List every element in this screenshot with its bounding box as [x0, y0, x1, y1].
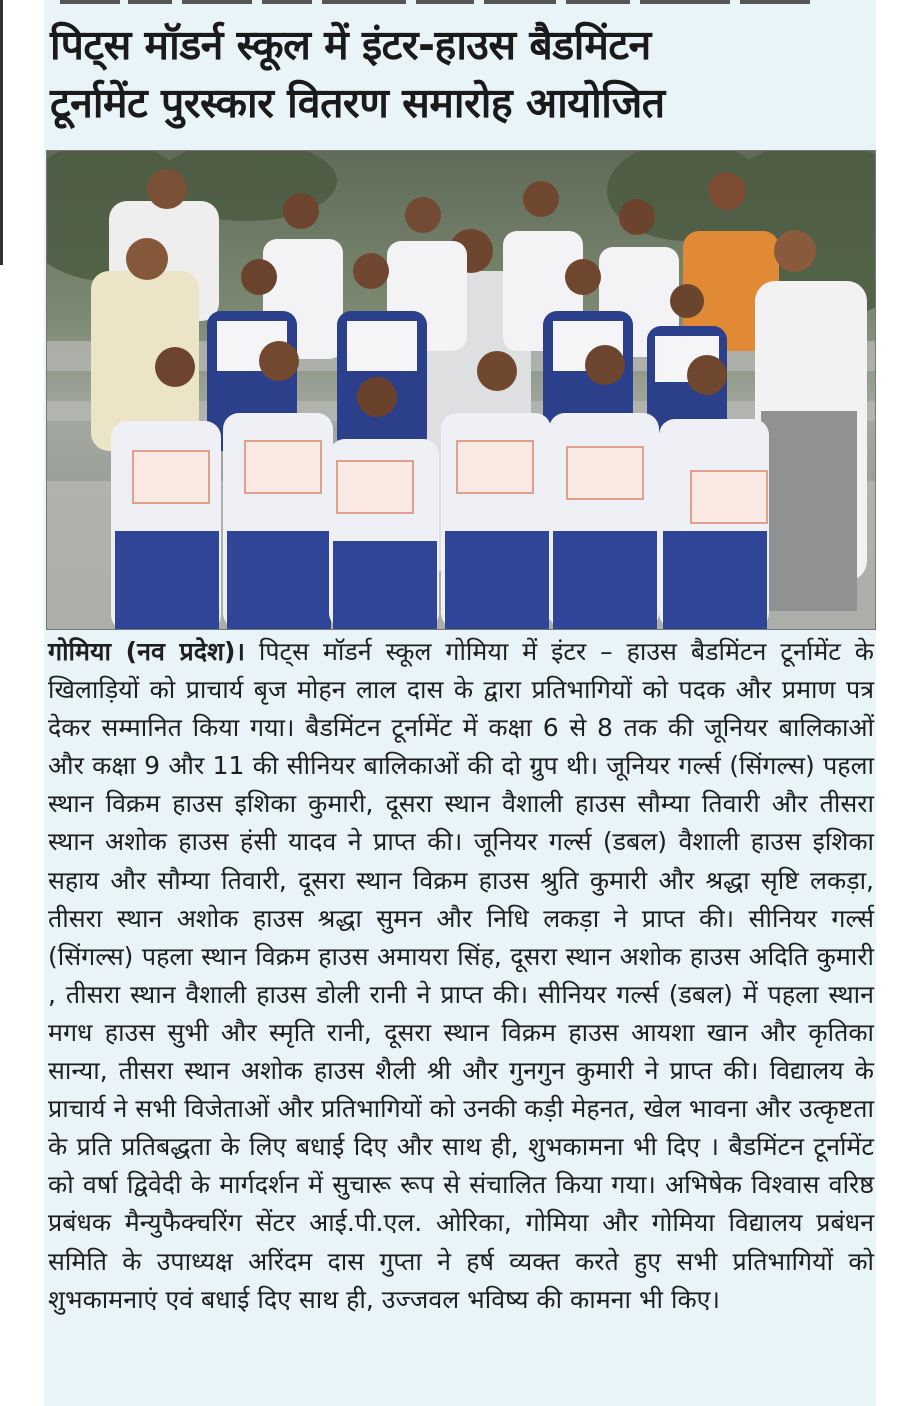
- news-article: [44, 0, 876, 1406]
- headline-line-1: पिट्स मॉडर्न स्कूल में इंटर-हाउस बैडमिंटन: [50, 21, 651, 69]
- cropped-text-fragment-icon: [54, 0, 866, 10]
- article-text: पिट्स मॉडर्न स्कूल गोमिया में इंटर – हाउस बैडमिंटन टूर्नामेंट के खिलाड़ियों को प्राचार्य बृज मोहन लाल दास के द्वारा प्रतिभागियों को पदक और प्रमाण पत्र देकर सम्मानित किया गया। बैडमिंटन टूर्नामेंट में कक्षा 6 से 8 तक की जूनियर बालिकाओं और कक्षा 9 और 11 की सीनियर बालिकाओं की दो ग्रुप थी। जूनियर गर्ल्स (सिंगल्स) पहला स्थान विक्रम हाउस इशिका कुमारी, दूसरा स्थान वैशाली हाउस सौम्या तिवारी और तीसरा स्थान अशोक हाउस हंसी यादव ने प्राप्त की। जूनियर गर्ल्स (डबल) वैशाली हाउस इशिका सहाय और सौम्या तिवारी, दूसरा स्थान विक्रम हाउस श्रुति कुमारी और श्रद्धा सृष्टि लकड़ा, तीसरा स्थान अशोक हाउस श्रद्धा सुमन और निधि लकड़ा ने प्राप्त की। सीनियर गर्ल्स (सिंगल्स) पहला स्थान विक्रम हाउस अमायरा सिंह, दूसरा स्थान अशोक हाउस अदिति कुमारी , तीसरा स्थान वैशाली हाउस डोली रानी ने प्राप्त की। सीनियर गर्ल्स (डबल) में पहला स्थान मगध हाउस सुभी और स्मृति रानी, दूसरा स्थान विक्रम हाउस आयशा खान और कृतिका सान्या, तीसरा स्थान अशोक हाउस शैली श्री और गुनगुन कुमारी ने प्राप्त की। विद्यालय के प्राचार्य ने सभी विजेताओं और प्रतिभागियों को उनकी कड़ी मेहनत, खेल भावना और उत्कृष्टता के प्रति प्रतिबद्धता के लिए बधाई दिए और साथ ही, शुभकामना भी दिए । बैडमिंटन टूर्नामेंट को वर्षा द्विवेदी के मार्गदर्शन में सुचारू रूप से संचालित किया गया। अभिषेक विश्वास वरिष्ठ प्रबंधक मैन्युफैक्चरिंग सेंटर आई.पी.एल. ओरिका, गोमिया और गोमिया विद्यालय प्रबंधन समिति के उपाध्यक्ष अरिंदम दास गुप्ता ने हर्ष व्यक्त करते हुए सभी प्रतिभागियों को शुभकामनाएं एवं बधाई दिए साथ ही, उज्जवल भविष्य की कामना भी किए।: [48, 637, 874, 1314]
- news-photo: [46, 150, 876, 630]
- column-rule: [0, 0, 3, 265]
- dateline: गोमिया (नव प्रदेश)।: [48, 637, 245, 666]
- headline: [50, 16, 876, 132]
- headline-line-2: टूर्नामेंट पुरस्कार वितरण समारोह आयोजित: [50, 79, 665, 127]
- group-photo-icon: [47, 151, 875, 629]
- adjacent-column-edge: [0, 0, 44, 1406]
- cut-off-previous-line: [54, 0, 866, 10]
- article-body: [48, 633, 874, 1319]
